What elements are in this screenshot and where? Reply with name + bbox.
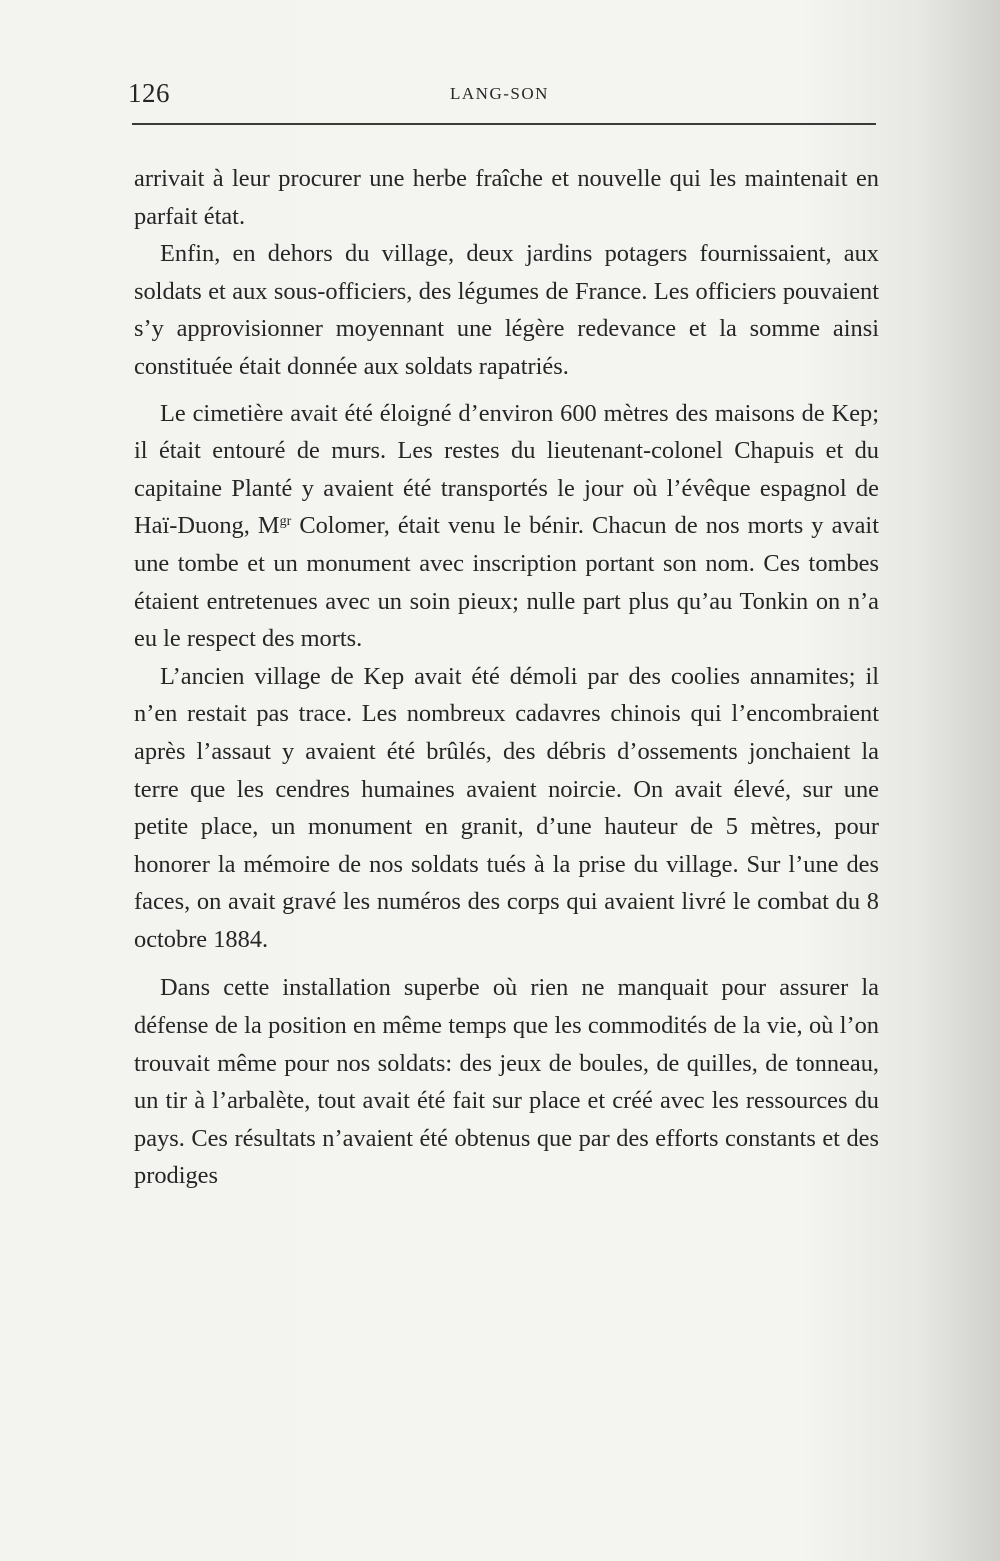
paragraph-1: arrivait à leur procurer une herbe fraîche et nouvelle qui les maintenait en parfait état. (134, 165, 879, 230)
body-text (134, 160, 879, 1195)
paragraph-3-text-after: Colomer, était venu le bénir. Chacun de nos morts y avait une tombe et un monument avec inscription portant son nom. Ces tombes étaient entretenues avec un soin pieux; nulle part plus qu’au Tonkin on n’a eu le respect des morts. (134, 512, 879, 653)
paragraph-3-superscript: gr (279, 514, 292, 530)
page-header (128, 78, 876, 114)
paragraph-5: Dans cette installation superbe où rien ne manquait pour assurer la défense de la position en même temps que les commodités de la vie, où l’on trouvait même pour nos soldats: des jeux de boules, de quilles, de tonneau, un tir à l’arbalète, tout avait été fait sur place et créé avec les ressources du pays. Ces résultats n’avaient été obtenus que par des efforts constants et des prodiges (134, 974, 879, 1190)
header-rule (132, 123, 876, 125)
paragraph-3 (134, 395, 879, 658)
running-title: LANG-SON (450, 84, 549, 103)
paragraph-3-text-before: Le cimetière avait été éloigné d’environ 600 mètres des maisons de Kep; il était entouré de murs. Les restes du lieutenant-colonel Chapuis et du capitaine Planté y avaient été transportés le jour où l’évêque espagnol de Haï-Duong, M (134, 399, 879, 540)
page-number: 126 (128, 78, 170, 108)
paragraph-2: Enfin, en dehors du village, deux jardins potagers fournissaient, aux soldats et aux sous-officiers, des légumes de France. Les officiers pouvaient s’y approvisionner moyennant une légère redevance et la somme ainsi constituée était donnée aux soldats rapatriés. (134, 240, 879, 380)
paragraph-4: L’ancien village de Kep avait été démoli par des coolies annamites; il n’en restait pas trace. Les nombreux cadavres chinois qui l’encombraient après l’assaut y avaient été brûlés, des débris d’ossements jonchaient la terre que les cendres humaines avaient noircie. On avait élevé, sur une petite place, un monument en granit, d’une hauteur de 5 mètres, pour honorer la mémoire de nos soldats tués à la prise du village. Sur l’une des faces, on avait gravé les numéros des corps qui avaient livré le combat du 8 octobre 1884. (134, 662, 879, 953)
